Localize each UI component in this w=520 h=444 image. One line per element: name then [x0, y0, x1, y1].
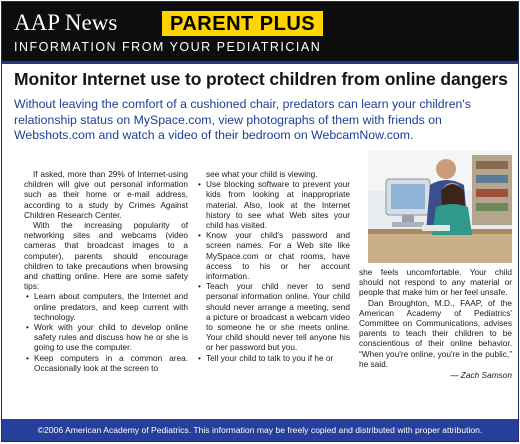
copyright-footer: ©2006 American Academy of Pediatrics. This information may be freely copied and distributed with proper attribution. [2, 419, 518, 441]
tip-continuation: see what your child is viewing. [206, 169, 318, 179]
safety-tip: • Work with your child to develop online safety rules and discuss how he or she is going to use the computer. [24, 322, 188, 353]
parent-plus-badge: PARENT PLUS [162, 11, 323, 36]
newsletter-page [1, 1, 519, 442]
article-paragraph: If asked, more than 29% of Internet-using children will give out personal information such as their home or e-mail address, according to a study by Crimes Against Children Research Center. [24, 169, 188, 220]
article-deck: Without leaving the comfort of a cushioned chair, predators can learn your children's relationship status on MySpace.com, view photographs of them with friends on Webshots.com and watch a video of their bedroom on WebcamNow.com. [14, 97, 471, 142]
article-column-2 [196, 169, 350, 363]
safety-tips-list [196, 179, 350, 363]
family-computer-photo [368, 151, 512, 263]
article-byline: — Zach Samson [450, 370, 512, 381]
masthead-brand: AAP News [14, 10, 118, 35]
safety-tip: • Teach your child never to send personal information online. Your child should never arrange a meeting, send a picture or broadcast a webcam video to someone he or she meets online. Your child should never tell anyone his or her password but you. [196, 281, 350, 352]
article-column-3 [359, 267, 512, 380]
article-headline: Monitor Internet use to protect children from online dangers [14, 69, 508, 89]
masthead-divider [2, 61, 518, 64]
safety-tips-list [24, 291, 188, 373]
masthead-tagline: INFORMATION FROM YOUR PEDIATRICIAN [14, 40, 322, 54]
article-column-1 [24, 169, 188, 373]
safety-tip: • Tell your child to talk to you if he or [196, 353, 350, 363]
safety-tip: • Learn about computers, the Internet and online predators, and keep current with technology. [24, 291, 188, 322]
masthead-banner [2, 2, 518, 61]
tip-continuation: she feels uncomfortable. Your child should not respond to any material or people that make him or her feel unsafe. [359, 267, 512, 298]
article-paragraph: With the increasing popularity of networking sites and webcams (video cameras that broadcast images to a computer), parents should encourage children to take precautions when browsing and chatting online. Here are some safety tips: [24, 220, 188, 292]
safety-tip: • Use blocking software to prevent your kids from looking at inappropriate material. Also, look at the Internet history to see what Web sites your child has visited. [196, 179, 350, 230]
photo-illustration [368, 151, 512, 263]
safety-tip: • Know your child's password and screen names. For a Web site like MySpace.com or chat rooms, have access to his or her account information. [196, 230, 350, 281]
article-paragraph: Dan Broughton, M.D., FAAP, of the American Academy of Pediatrics' Committee on Communications, advises parents to teach their children to be conscientious of their online behavior. “When you're online, you're in the public,” he said. [359, 297, 512, 369]
safety-tip: • Keep computers in a common area. Occasionally look at the screen to [24, 353, 188, 373]
